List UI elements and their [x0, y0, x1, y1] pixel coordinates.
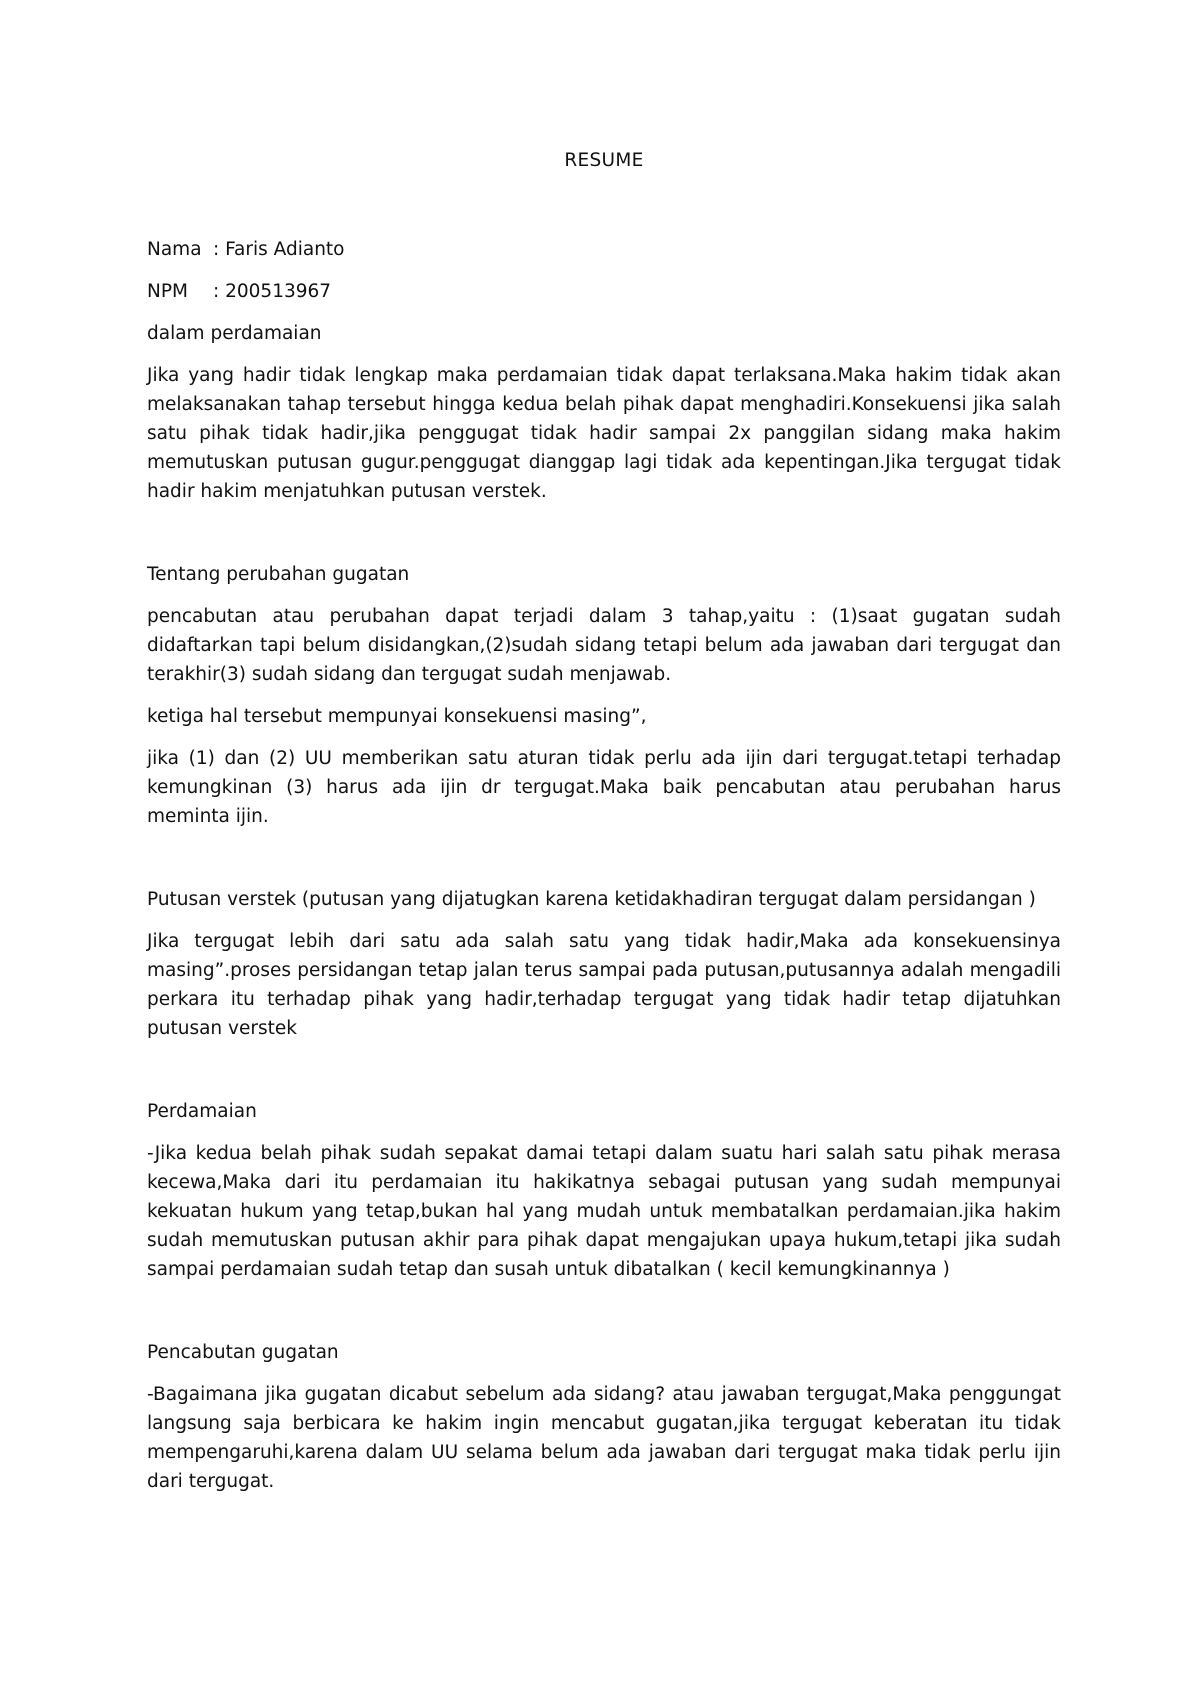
npm-value: : 200513967 — [213, 281, 332, 302]
paragraph-dalam-perdamaian: Jika yang hadir tidak lengkap maka perdamaian tidak dapat terlaksana.Maka hakim tidak akan melaksanakan tahap tersebut hingga kedua belah pihak dapat menghadiri.Konsekuensi jika salah satu pihak tidak hadir,jika penggugat tidak hadir sampai 2x panggilan sidang maka hakim memutuskan putusan gugur.penggugat dianggap lagi tidak ada kepentingan.Jika tergugat tidak hadir hakim menjatuhkan putusan verstek. — [147, 365, 1061, 502]
name-value: : Faris Adianto — [213, 239, 345, 260]
section-heading-dalam-perdamaian: dalam perdamaian — [147, 323, 322, 344]
paragraph-perubahan-tahap: pencabutan atau perubahan dapat terjadi dalam 3 tahap,yaitu : (1)saat gugatan sudah didaftarkan tapi belum disidangkan,(2)sudah sidang tetapi belum ada jawaban dari tergugat dan terakhir(3) sudah sidang dan tergugat sudah menjawab. — [147, 606, 1061, 685]
name-row — [147, 235, 1061, 264]
npm-label: NPM — [147, 281, 188, 302]
npm-row — [147, 277, 1061, 306]
paragraph-pencabutan-gugatan: -Bagaimana jika gugatan dicabut sebelum ada sidang? atau jawaban tergugat,Maka penggungat langsung saja berbicara ke hakim ingin mencabut gugatan,jika tergugat keberatan itu tidak mempengaruhi,karena dalam UU selama belum ada jawaban dari tergugat maka tidak perlu ijin dari tergugat. — [147, 1384, 1061, 1492]
section-heading-putusan-verstek: Putusan verstek (putusan yang dijatugkan karena ketidakhadiran tergugat dalam persidangan ) — [147, 889, 1036, 910]
name-label: Nama — [147, 239, 202, 260]
section-heading-perubahan-gugatan: Tentang perubahan gugatan — [147, 564, 410, 585]
document-title: RESUME — [564, 150, 644, 171]
paragraph-perdamaian: -Jika kedua belah pihak sudah sepakat damai tetapi dalam suatu hari salah satu pihak merasa kecewa,Maka dari itu perdamaian itu hakikatnya sebagai putusan yang sudah mempunyai kekuatan hukum yang tetap,bukan hal yang mudah untuk membatalkan perdamaian.jika hakim sudah memutuskan putusan akhir para pihak dapat mengajukan upaya hukum,tetapi jika sudah sampai perdamaian sudah tetap dan susah untuk dibatalkan ( kecil kemungkinannya ) — [147, 1143, 1061, 1280]
paragraph-konsekuensi: ketiga hal tersebut mempunyai konsekuensi masing”, — [147, 706, 647, 727]
paragraph-ijin: jika (1) dan (2) UU memberikan satu aturan tidak perlu ada ijin dari tergugat.tetapi terhadap kemungkinan (3) harus ada ijin dr tergugat.Maka baik pencabutan atau perubahan harus meminta ijin. — [147, 748, 1061, 827]
paragraph-putusan-verstek: Jika tergugat lebih dari satu ada salah satu yang tidak hadir,Maka ada konsekuensinya masing”.proses persidangan tetap jalan terus sampai pada putusan,putusannya adalah mengadili perkara itu terhadap pihak yang hadir,terhadap tergugat yang tidak hadir tetap dijatuhkan putusan verstek — [147, 931, 1061, 1039]
document-body — [147, 146, 1061, 1496]
section-heading-perdamaian: Perdamaian — [147, 1101, 257, 1122]
section-heading-pencabutan-gugatan: Pencabutan gugatan — [147, 1342, 339, 1363]
